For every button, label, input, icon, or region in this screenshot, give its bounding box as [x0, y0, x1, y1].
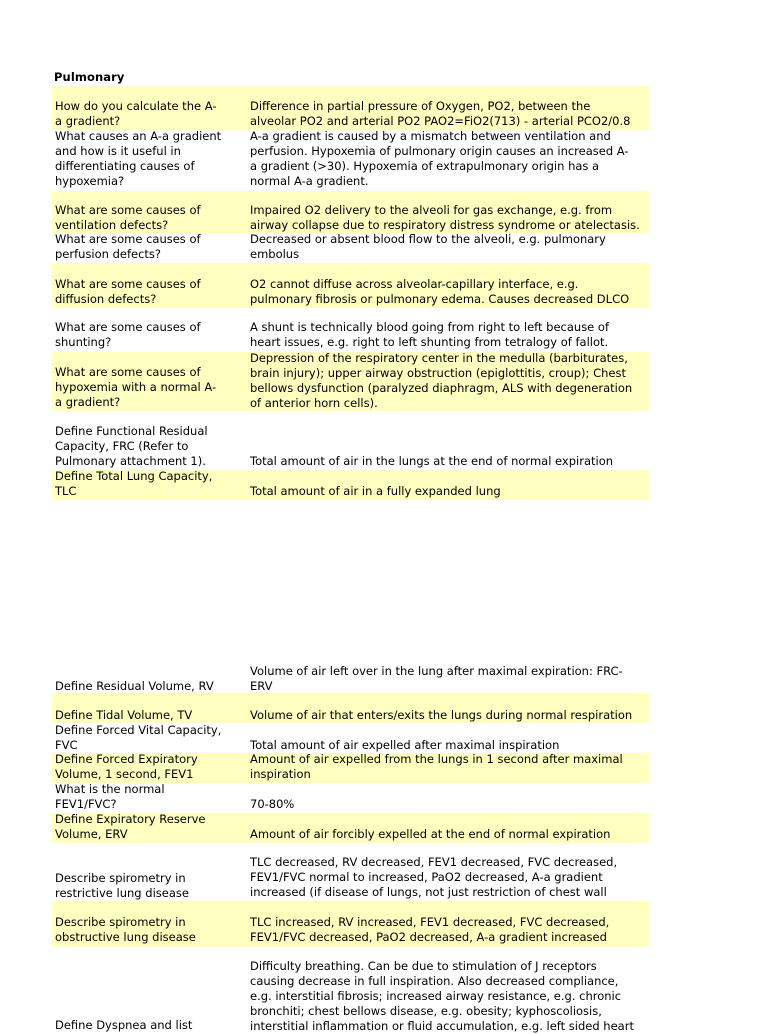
answer-cell: Volume of air that enters/exits the lungs during normal respiration	[250, 708, 633, 722]
question-cell: Define Total Lung Capacity, TLC	[55, 469, 213, 498]
table-row	[52, 783, 649, 813]
answer-cell: Amount of air forcibly expelled at the end of normal expiration	[250, 827, 611, 841]
answer-cell: Decreased or absent blood flow to the alveoli, e.g. pulmonary embolus	[250, 232, 606, 261]
table-row	[52, 308, 649, 352]
table-row	[52, 130, 649, 190]
question-cell: What are some causes of perfusion defects?	[55, 232, 201, 261]
answer-cell: Amount of air expelled from the lungs in 1 second after maximal inspiration	[250, 752, 623, 781]
table-row	[52, 86, 649, 130]
question-cell: What are some causes of shunting?	[55, 320, 201, 349]
answer-cell: Total amount of air in a fully expanded lung	[250, 484, 501, 498]
answer-cell: Impaired O2 delivery to the alveoli for gas exchange, e.g. from airway collapse due to respiratory distress syndrome or atelectasis.	[250, 203, 640, 232]
answer-cell: Volume of air left over in the lung after maximal expiration: FRC- ERV	[250, 664, 623, 693]
question-cell: Define Forced Vital Capacity, FVC	[55, 723, 222, 752]
table-row	[52, 470, 649, 500]
question-cell: Define Tidal Volume, TV	[55, 708, 193, 722]
table-row	[52, 352, 649, 411]
question-cell: Define Functional Residual Capacity, FRC (Refer to Pulmonary attachment 1).	[55, 424, 208, 468]
section-title: Pulmonary	[54, 70, 125, 84]
question-cell: What is the normal FEV1/FVC?	[55, 782, 165, 811]
question-cell: Define Forced Expiratory Volume, 1 second, FEV1	[55, 752, 198, 781]
answer-cell: A shunt is technically blood going from right to left because of heart issues, e.g. right to left shunting from tetralogy of fallot.	[250, 320, 609, 349]
question-cell: What are some causes of ventilation defects?	[55, 203, 201, 232]
table-row	[52, 813, 649, 843]
question-cell: Define Expiratory Reserve Volume, ERV	[55, 812, 206, 841]
question-cell: Define Residual Volume, RV	[55, 679, 214, 693]
question-cell: Define Dyspnea and list	[55, 1018, 193, 1032]
table-row	[52, 191, 649, 233]
table-row	[52, 843, 649, 901]
table-row	[52, 263, 649, 308]
table-row	[52, 753, 649, 783]
answer-cell: Depression of the respiratory center in the medulla (barbiturates, brain injury); upper airway obstruction (epiglottitis, croup); Chest bellows dysfunction (paralyzed diaphragm, ALS with degeneration of anterior horn cells).	[250, 351, 633, 410]
question-cell: How do you calculate the A- a gradient?	[55, 99, 217, 128]
answer-cell: O2 cannot diffuse across alveolar-capillary interface, e.g. pulmonary fibrosis or pulmonary edema. Causes decreased DLCO	[250, 277, 630, 306]
table-row	[52, 663, 649, 693]
question-cell: Describe spirometry in obstructive lung disease	[55, 915, 196, 944]
table-row	[52, 411, 649, 470]
answer-cell: Total amount of air in the lungs at the end of normal expiration	[250, 454, 614, 468]
table-row	[52, 693, 649, 723]
table-row	[52, 723, 649, 753]
answer-cell: Difference in partial pressure of Oxygen, PO2, between the alveolar PO2 and arterial PO2 PAO2=FiO2(713) - arterial PCO2/0.8	[250, 99, 631, 128]
question-cell: Describe spirometry in restrictive lung disease	[55, 871, 189, 900]
question-cell: What are some causes of hypoxemia with a normal A- a gradient?	[55, 365, 217, 409]
answer-cell: Total amount of air expelled after maximal inspiration	[250, 738, 560, 752]
answer-cell: TLC decreased, RV decreased, FEV1 decreased, FVC decreased, FEV1/FVC normal to increased, PaO2 decreased, A-a gradient increased (if disease of lungs, not just restriction of chest wall	[250, 855, 618, 899]
table-row	[52, 901, 649, 947]
answer-cell: TLC increased, RV increased, FEV1 decreased, FVC decreased, FEV1/FVC decreased, PaO2 decreased, A-a gradient increased	[250, 915, 610, 944]
table-row	[52, 947, 649, 1033]
question-cell: What causes an A-a gradient and how is it useful in differentiating causes of hypoxemia?	[55, 129, 222, 188]
question-cell: What are some causes of diffusion defects?	[55, 277, 201, 306]
answer-cell: 70-80%	[250, 797, 295, 811]
answer-cell: A-a gradient is caused by a mismatch between ventilation and perfusion. Hypoxemia of pulmonary origin causes an increased A- a gradient (>30). Hypoxemia of extrapulmonary origin has a normal A-a gradient.	[250, 129, 629, 188]
table-row	[52, 233, 649, 263]
answer-cell: Difficulty breathing. Can be due to stimulation of J receptors causing decrease in full inspiration. Also decreased compliance, e.g. interstitial fibrosis; increased airway resistance, e.g. chronic bronchiti; chest bellows disease, e.g. obesity; kyphoscoliosis, interstitial inflammation or fluid accumulation, e.g. left sided heart	[250, 959, 634, 1033]
